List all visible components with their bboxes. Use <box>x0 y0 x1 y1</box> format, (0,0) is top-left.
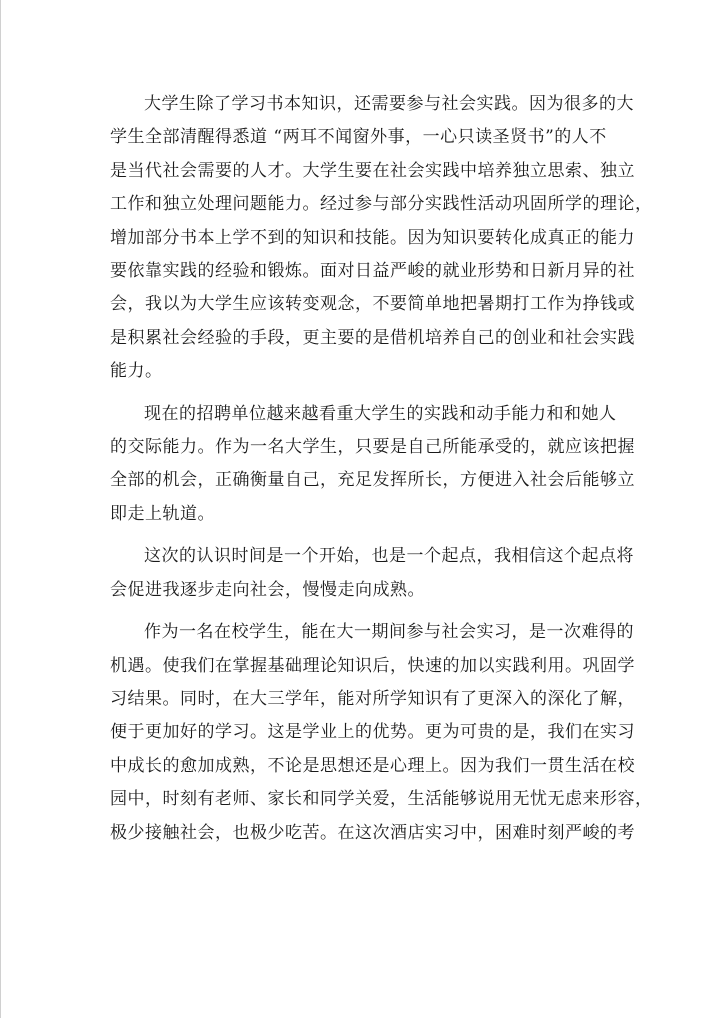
text-line: 是积累社会经验的手段，更主要的是借机培养自己的创业和社会实践 <box>110 327 635 348</box>
text-line: 现在的招聘单位越来越看重大学生的实践和动手能力和和她人 <box>144 403 617 424</box>
text-line: 大学生除了学习书本知识，还需要参与社会实践。因为很多的大 <box>144 94 634 114</box>
text-line: 便于更加好的学习。这是学业上的优势。更为可贵的是，我们在实习 <box>110 722 635 743</box>
text-line: 机遇。使我们在掌握基础理论知识后，快速的加以实践利用。巩固学 <box>110 655 635 676</box>
text-line: 能力。 <box>110 361 163 382</box>
text-line: 全部的机会，正确衡量自己，充足发挥所长，方便进入社会后能够立 <box>110 470 635 491</box>
paragraph <box>110 540 634 607</box>
page-edge-line <box>0 0 1 1018</box>
text-line: 这次的认识时间是一个开始，也是一个起点，我相信这个起点将 <box>144 546 634 567</box>
text-line: 学生全部清醒得悉道 “两耳不闻窗外事，一心只读圣贤书”的人不 <box>110 127 607 148</box>
text-line: 的交际能力。作为一名大学生，只要是自己所能承受的，就应该把握 <box>110 437 635 458</box>
text-line: 极少接触社会，也极少吃苦。在这次酒店实习中，困难时刻严峻的考 <box>110 822 635 843</box>
paragraph <box>110 398 635 532</box>
text-line: 中成长的愈加成熟，不论是思想还是心理上。因为我们一贯生活在校 <box>110 755 635 776</box>
text-line: 习结果。同时，在大三学年，能对所学知识有了更深入的深化了解， <box>110 688 635 709</box>
text-line: 是当代社会需要的人才。大学生要在社会实践中培养独立思索、独立 <box>110 160 635 181</box>
text-line: 作为一名在校学生，能在大一期间参与社会实习，是一次难得的 <box>144 622 634 643</box>
text-line: 工作和独立处理问题能力。经过参与部分实践性活动巩固所学的理论， <box>110 194 653 215</box>
document-body <box>110 88 653 859</box>
text-line: 会促进我逐步走向社会，慢慢走向成熟。 <box>110 579 425 600</box>
text-line: 增加部分书本上学不到的知识和技能。因为知识要转化成真正的能力 <box>110 227 635 248</box>
text-line: 即走上轨道。 <box>110 503 215 524</box>
text-line: 要依靠实践的经验和锻炼。面对日益严峻的就业形势和日新月异的社 <box>110 261 635 282</box>
paragraph <box>110 616 653 850</box>
text-line: 会，我以为大学生应该转变观念，不要简单地把暑期打工作为挣钱或 <box>110 294 635 315</box>
text-line: 园中，时刻有老师、家长和同学关爱，生活能够说用无忧无虑来形容， <box>110 789 653 810</box>
paragraph <box>110 88 653 389</box>
